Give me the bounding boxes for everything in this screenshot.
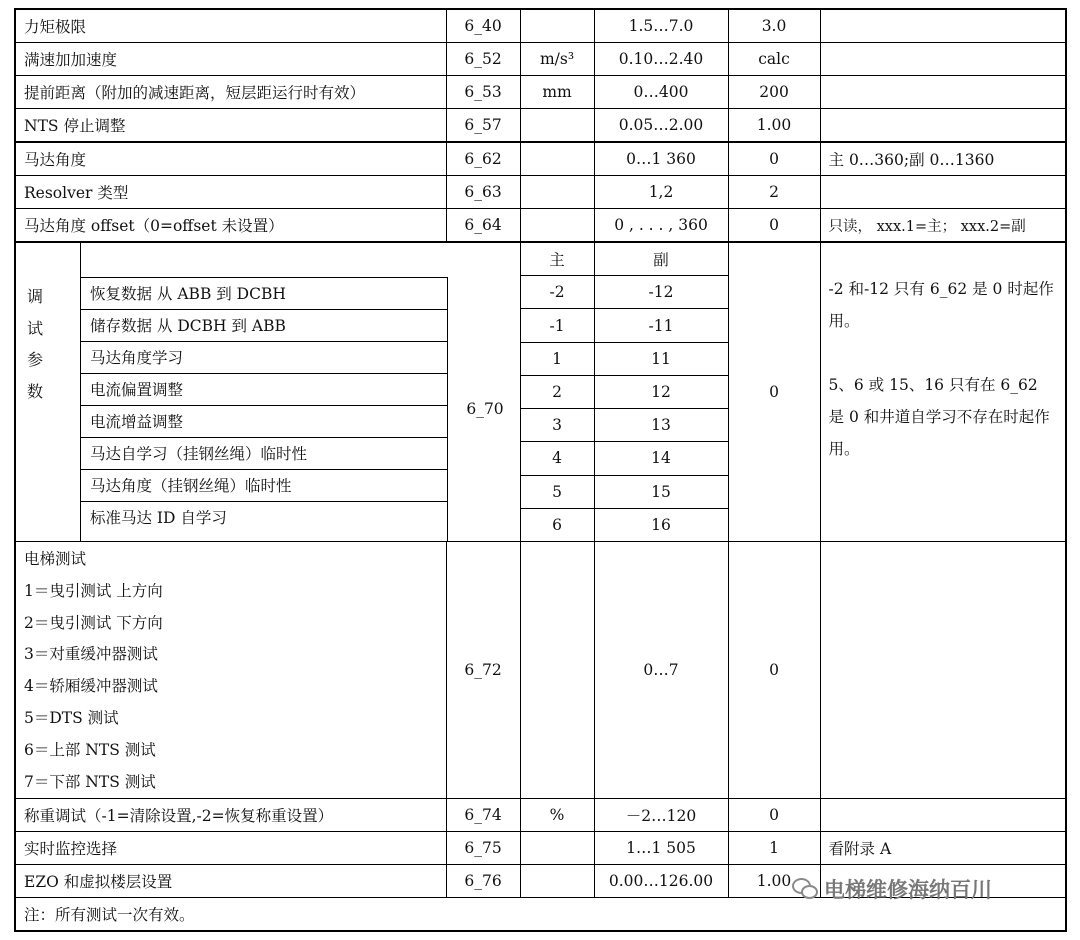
debug-main: -2 [520,276,594,309]
param-code: 6_75 [446,832,520,865]
param-default: 1 [728,832,820,865]
param-unit [520,542,594,799]
debug-label-char: 试 [27,318,44,338]
param-row [15,142,1066,176]
elevator-test-item: 5＝DTS 测试 [24,708,119,727]
param-note [820,76,1066,109]
elevator-test-item: 7＝下部 NTS 测试 [24,772,156,791]
watermark-text: 电梯维修海纳百川 [824,878,992,902]
debug-item-name: 马达自学习（挂钢丝绳）临时性 [80,437,447,469]
param-note [820,109,1066,143]
param-note [820,542,1066,799]
debug-code-cell [447,277,520,541]
debug-main: 1 [520,342,594,375]
param-code: 6_62 [446,142,520,176]
debug-label-char: 调 [27,287,44,306]
debug-item-name: 标准马达 ID 自学习 [80,501,447,533]
param-range: 1…1 505 [594,832,728,865]
debug-note-1: -2 和-12 只有 6_62 是 0 时起作用。 [828,280,1054,330]
elevator-test-title: 电梯测试 [24,550,87,568]
param-range: 1.5…7.0 [594,9,728,43]
param-name: 马达角度 [15,142,446,176]
param-range: 1,2 [594,176,728,209]
param-row [15,43,1066,76]
param-name: 满速加加速度 [15,43,446,76]
param-note [820,799,1066,832]
elevator-test-item: 6＝上部 NTS 测试 [24,740,156,759]
param-name: 马达角度 offset（0=offset 未设置） [15,209,446,243]
param-default: 2 [728,176,820,209]
param-row [15,76,1066,109]
debug-sub: 15 [594,475,728,508]
param-code: 6_70 [466,400,504,418]
debug-item-name: 电流偏置调整 [80,373,447,405]
param-default: 0 [728,542,820,799]
debug-main: 5 [520,475,594,508]
param-row [15,109,1066,143]
param-code: 6_57 [446,109,520,143]
param-unit [520,865,594,898]
debug-head-sub: 副 [594,242,728,276]
debug-label-char: 参 [27,350,44,369]
debug-sub: 14 [594,442,728,475]
param-default: 0 [728,242,820,542]
debug-item-list [80,277,447,533]
param-unit [520,109,594,143]
debug-note [820,242,1066,542]
param-default: 1.00 [728,109,820,143]
debug-label-char: 数 [27,381,44,401]
debug-main: 3 [520,409,594,442]
param-name: EZO 和虚拟楼层设置 [15,865,446,898]
param-code: 6_63 [446,176,520,209]
elevator-test-row [15,542,1066,799]
debug-sub: 11 [594,342,728,375]
param-default: 0 [728,142,820,176]
param-unit [520,142,594,176]
param-row [15,832,1066,865]
param-name: 提前距离（附加的减速距离，短层距运行时有效） [15,76,446,109]
param-unit: mm [520,76,594,109]
param-note: 主 0…360;副 0…1360 [820,142,1066,176]
param-code: 6_40 [446,9,520,43]
param-code: 6_74 [446,799,520,832]
debug-sub: -12 [594,276,728,309]
param-name: 实时监控选择 [15,832,446,865]
debug-item-name: 恢复数据 从 ABB 到 DCBH [80,277,447,309]
parameter-table [14,8,1065,932]
elevator-test-item: 4＝轿厢缓冲器测试 [24,677,158,696]
debug-main: 6 [520,508,594,541]
param-note: 看附录 A [820,832,1066,865]
debug-main: -1 [520,309,594,342]
param-default: 3.0 [728,9,820,43]
elevator-test-item: 3＝对重缓冲器测试 [24,645,158,664]
param-note [820,43,1066,76]
param-unit [520,832,594,865]
param-range: －2…120 [594,799,728,832]
debug-vertical-label-cell [16,243,81,541]
wechat-icon [792,878,818,900]
param-code: 6_64 [446,209,520,243]
debug-sub: 12 [594,375,728,408]
elevator-test-list [15,542,446,799]
param-default: 0 [728,799,820,832]
param-row [15,176,1066,209]
param-default: 0 [728,209,820,243]
param-name: NTS 停止调整 [15,109,446,143]
param-range: 0.10…2.40 [594,43,728,76]
debug-item-name: 电流增益调整 [80,405,447,437]
param-code: 6_76 [446,865,520,898]
param-range: 0 , . . . , 360 [594,209,728,243]
param-unit: m/s³ [520,43,594,76]
param-code: 6_52 [446,43,520,76]
param-range: 0.00…126.00 [594,865,728,898]
param-range: 0…400 [594,76,728,109]
param-row [15,799,1066,832]
param-unit: % [520,799,594,832]
debug-item-name: 马达角度学习 [80,341,447,373]
debug-sub: 13 [594,409,728,442]
param-note [820,176,1066,209]
param-name: Resolver 类型 [15,176,446,209]
param-row [15,9,1066,43]
param-note: 只读， xxx.1=主； xxx.2=副 [820,209,1066,243]
param-row [15,209,1066,243]
param-range: 0…7 [594,542,728,799]
debug-head-main: 主 [520,242,594,276]
param-unit [520,9,594,43]
param-unit [520,176,594,209]
debug-sub: 16 [594,508,728,541]
debug-main: 2 [520,375,594,408]
param-range: 0.05…2.00 [594,109,728,143]
param-default: 200 [728,76,820,109]
elevator-test-item: 1＝曳引测试 上方向 [24,581,163,600]
debug-left-block [15,242,520,542]
debug-vertical-label [16,243,80,407]
param-default: calc [728,43,820,76]
watermark [792,872,992,906]
param-note [820,9,1066,43]
param-range: 0…1 360 [594,142,728,176]
param-name: 称重调试（-1=清除设置,-2=恢复称重设置） [15,799,446,832]
param-unit [520,209,594,243]
elevator-test-item: 2＝曳引测试 下方向 [24,613,163,632]
debug-item-name: 马达角度（挂钢丝绳）临时性 [80,469,447,501]
debug-main: 4 [520,442,594,475]
param-code: 6_72 [446,542,520,799]
param-default: 1.00 [728,865,820,898]
param-code: 6_53 [446,76,520,109]
param-name: 力矩极限 [15,9,446,43]
footnote: 注：所有测试一次有效。 [15,898,1066,932]
debug-header-row [15,242,1066,276]
debug-sub: -11 [594,309,728,342]
debug-item-name: 储存数据 从 DCBH 到 ABB [80,309,447,341]
debug-note-2: 5、6 或 15、16 只有在 6_62 是 0 和井道自学习不存在时起作用。 [828,376,1050,458]
